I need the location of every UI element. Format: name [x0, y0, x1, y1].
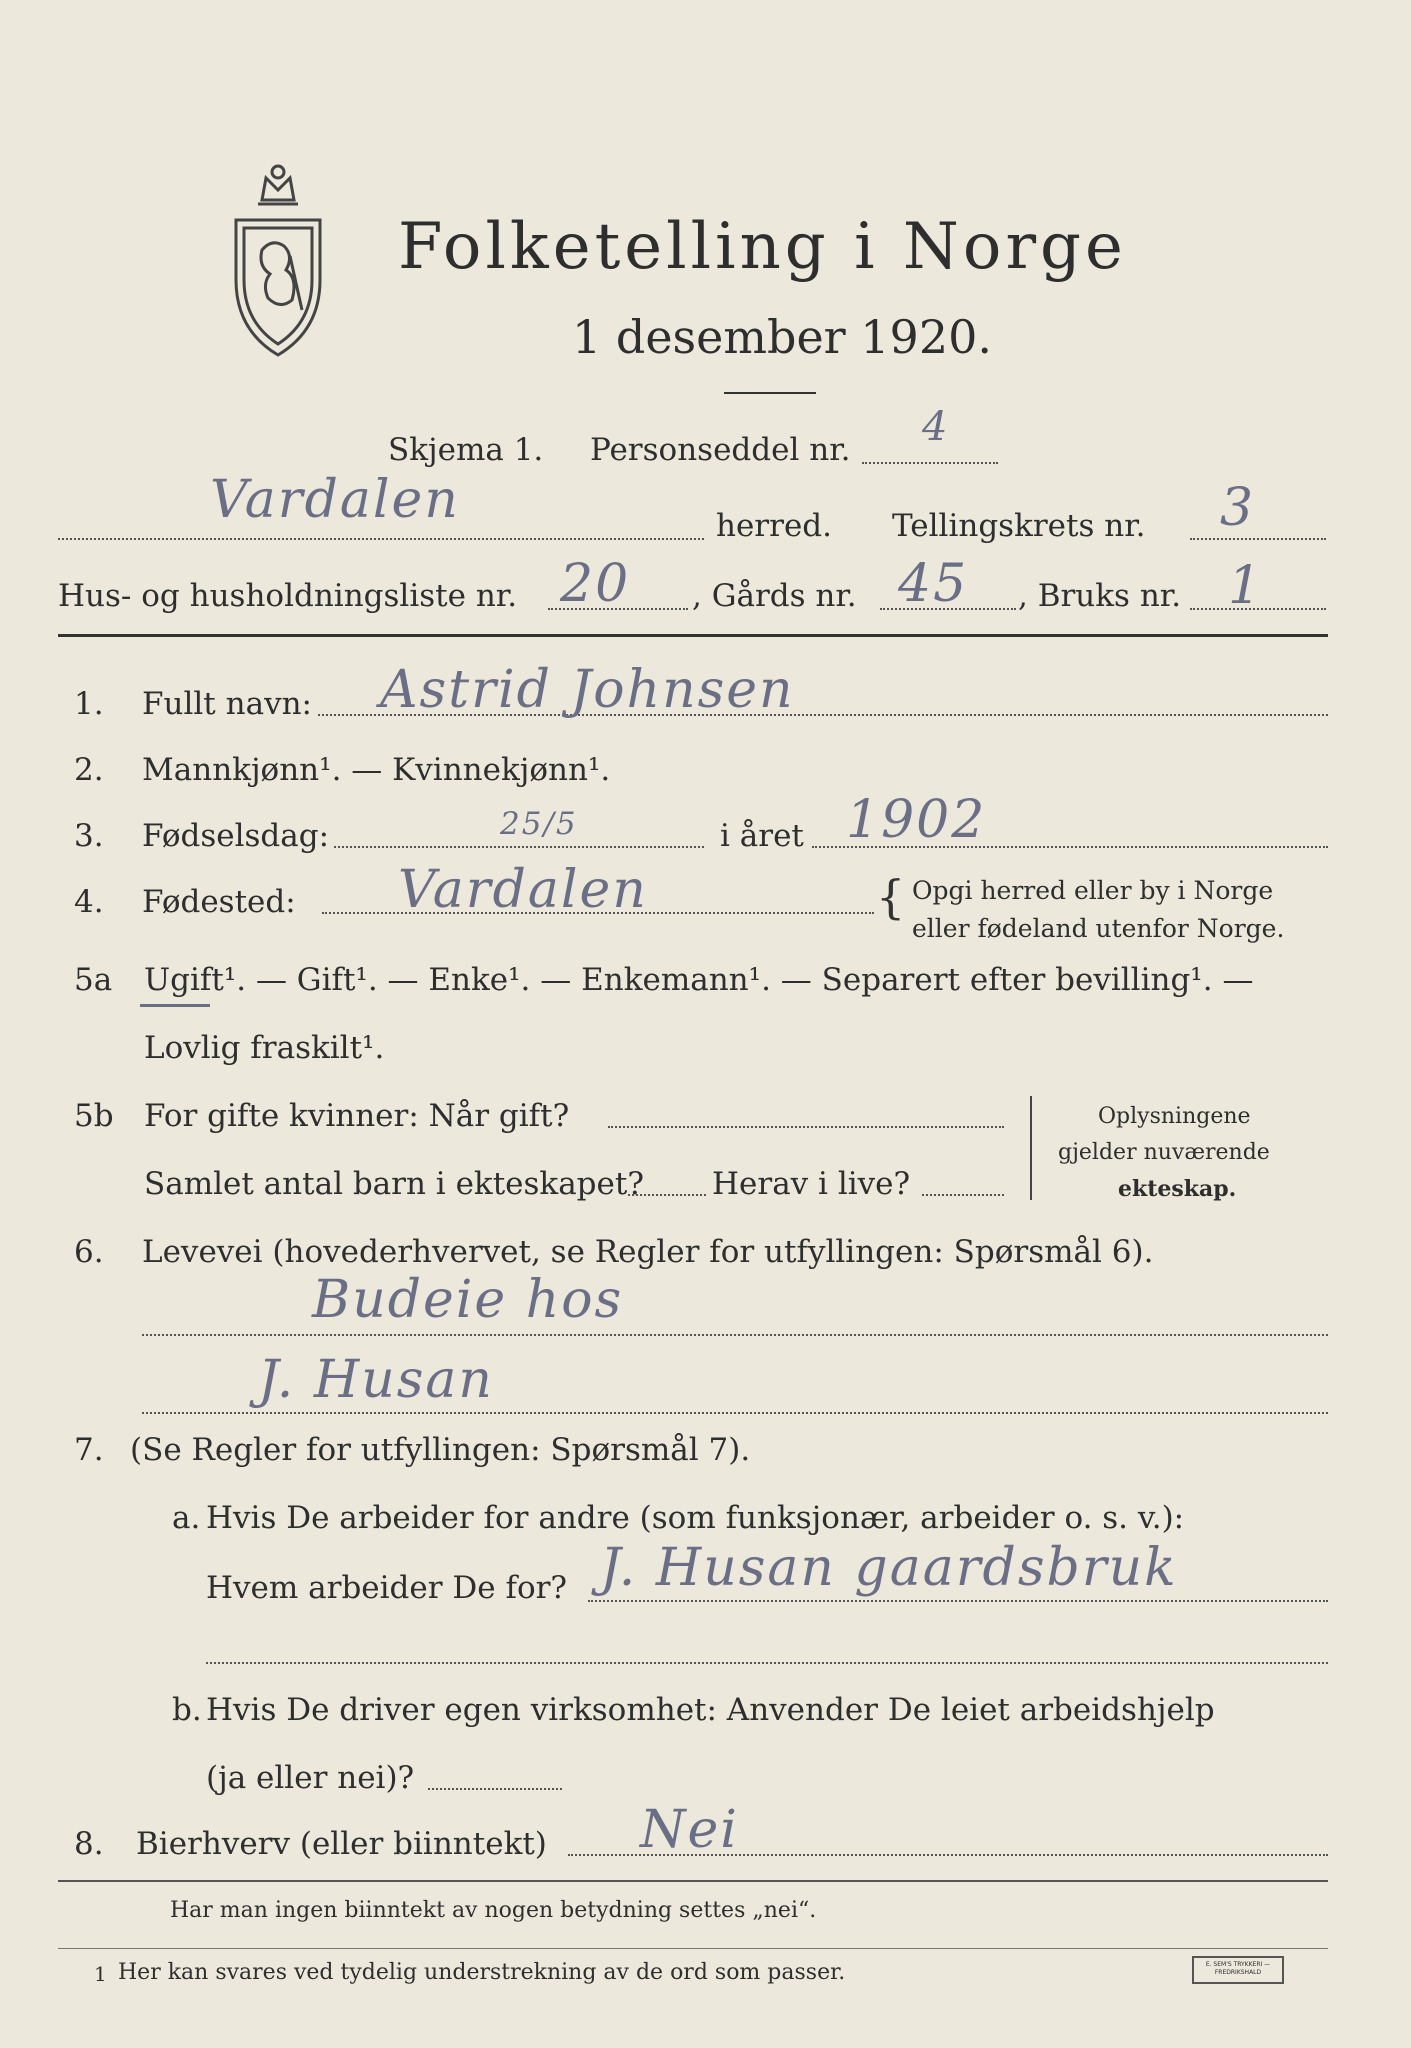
q5b-label-1: For gifte kvinner: Når gift? — [144, 1098, 570, 1134]
header-divider — [58, 634, 1328, 637]
q6-value-1: Budeie hos — [312, 1270, 624, 1330]
footer-divider — [58, 1880, 1328, 1882]
q5a-label-2: Lovlig fraskilt¹. — [144, 1030, 385, 1066]
q5b-married-line — [608, 1126, 1004, 1128]
q4-note-1: Opgi herred eller by i Norge — [912, 876, 1274, 905]
herred-label: herred. — [716, 508, 832, 544]
q6-label: Levevei (hovederhvervet, se Regler for utfyllingen: Spørsmål 6). — [142, 1234, 1154, 1270]
q4-value: Vardalen — [398, 860, 648, 920]
q6-number: 6. — [74, 1234, 104, 1270]
personseddel-label: Personseddel nr. — [590, 432, 851, 468]
gards-label: , Gårds nr. — [692, 578, 857, 614]
q5b-bracket — [1030, 1096, 1032, 1200]
q4-label: Fødested: — [142, 884, 296, 920]
q7-label: (Se Regler for utfyllingen: Spørsmål 7). — [130, 1432, 751, 1468]
personseddel-value: 4 — [922, 404, 950, 450]
gards-value: 45 — [898, 554, 969, 614]
q7a-line-2 — [206, 1662, 1328, 1664]
tellingskrets-line — [1190, 538, 1326, 540]
q3-label: Fødselsdag: — [142, 818, 330, 854]
footnote-mark: 1 — [94, 1962, 107, 1986]
q1-number: 1. — [74, 686, 104, 722]
q1-value: Astrid Johnsen — [380, 660, 795, 720]
q5b-children-line — [628, 1194, 706, 1196]
form-date: 1 desember 1920. — [572, 310, 992, 364]
q3-day-line — [334, 846, 704, 848]
q6-line-2 — [142, 1412, 1328, 1414]
q8-number: 8. — [74, 1826, 104, 1862]
title-divider — [724, 392, 816, 394]
husliste-value: 20 — [560, 554, 631, 614]
q8-value: Nei — [640, 1800, 739, 1860]
q5b-label-3: Herav i live? — [712, 1166, 911, 1202]
q5b-note-1: Oplysningene — [1098, 1104, 1251, 1129]
form-title: Folketelling i Norge — [398, 210, 1127, 284]
q2-label: Mannkjønn¹. — Kvinnekjønn¹. — [142, 752, 611, 788]
printer-stamp-text: E. SEM'S TRYKKERI — FREDRIKSHALD — [1205, 1961, 1271, 1976]
tellingskrets-value: 3 — [1220, 478, 1256, 538]
skjema-label: Skjema 1. — [388, 432, 544, 468]
q2-number: 2. — [74, 752, 104, 788]
q5b-note-2: gjelder nuværende — [1058, 1140, 1270, 1165]
q3-year-value: 1902 — [846, 790, 987, 850]
q4-note-2: eller fødeland utenfor Norge. — [912, 914, 1285, 943]
q7a-number: a. — [172, 1500, 201, 1536]
herred-line — [58, 538, 704, 540]
q5a-number: 5a — [74, 962, 113, 998]
herred-value: Vardalen — [210, 470, 460, 530]
q5b-alive-line — [922, 1194, 1004, 1196]
footnote-text: Her kan svares ved tydelig understrekning av de ord som passer. — [118, 1960, 846, 1985]
bruks-label: , Bruks nr. — [1018, 578, 1182, 614]
q5a-underline-ugift — [140, 1004, 210, 1007]
personseddel-line — [862, 462, 998, 464]
q7b-label-1: Hvis De driver egen virksomhet: Anvender De leiet arbeidshjelp — [206, 1692, 1215, 1728]
q6-line-1 — [142, 1334, 1328, 1336]
q5a-label: Ugift¹. — Gift¹. — Enke¹. — Enkemann¹. — Separert efter bevilling¹. — — [144, 962, 1254, 998]
q7-number: 7. — [74, 1432, 104, 1468]
q3-day-value: 25/5 — [500, 806, 578, 842]
q7b-label-2: (ja eller nei)? — [206, 1760, 415, 1796]
q3-number: 3. — [74, 818, 104, 854]
q5b-note-3: ekteskap. — [1118, 1176, 1237, 1202]
q5b-label-2: Samlet antal barn i ekteskapet? — [144, 1166, 644, 1202]
q3-year-label: i året — [720, 818, 804, 854]
q6-value-2: J. Husan — [258, 1350, 494, 1410]
q4-number: 4. — [74, 884, 104, 920]
q7a-line — [588, 1600, 1328, 1602]
q7a-label-1: Hvis De arbeider for andre (som funksjonær, arbeider o. s. v.): — [206, 1500, 1185, 1536]
q7a-value: J. Husan gaardsbruk — [600, 1538, 1178, 1598]
q7b-number: b. — [172, 1692, 202, 1728]
footnote-divider — [58, 1948, 1328, 1949]
tellingskrets-label: Tellingskrets nr. — [892, 508, 1146, 544]
q8-label: Bierhverv (eller biinntekt) — [136, 1826, 547, 1862]
husliste-label: Hus- og husholdningsliste nr. — [58, 578, 518, 614]
q7b-line — [428, 1788, 562, 1790]
bruks-value: 1 — [1228, 556, 1264, 616]
footer-note: Har man ingen biinntekt av nogen betydning settes „nei“. — [170, 1898, 817, 1923]
q4-brace: { — [876, 870, 906, 924]
q7a-label-2: Hvem arbeider De for? — [206, 1570, 568, 1606]
q5b-number: 5b — [74, 1098, 114, 1134]
printer-stamp — [1192, 1956, 1284, 1984]
coat-of-arms-icon — [222, 160, 334, 360]
q1-label: Fullt navn: — [142, 686, 312, 722]
